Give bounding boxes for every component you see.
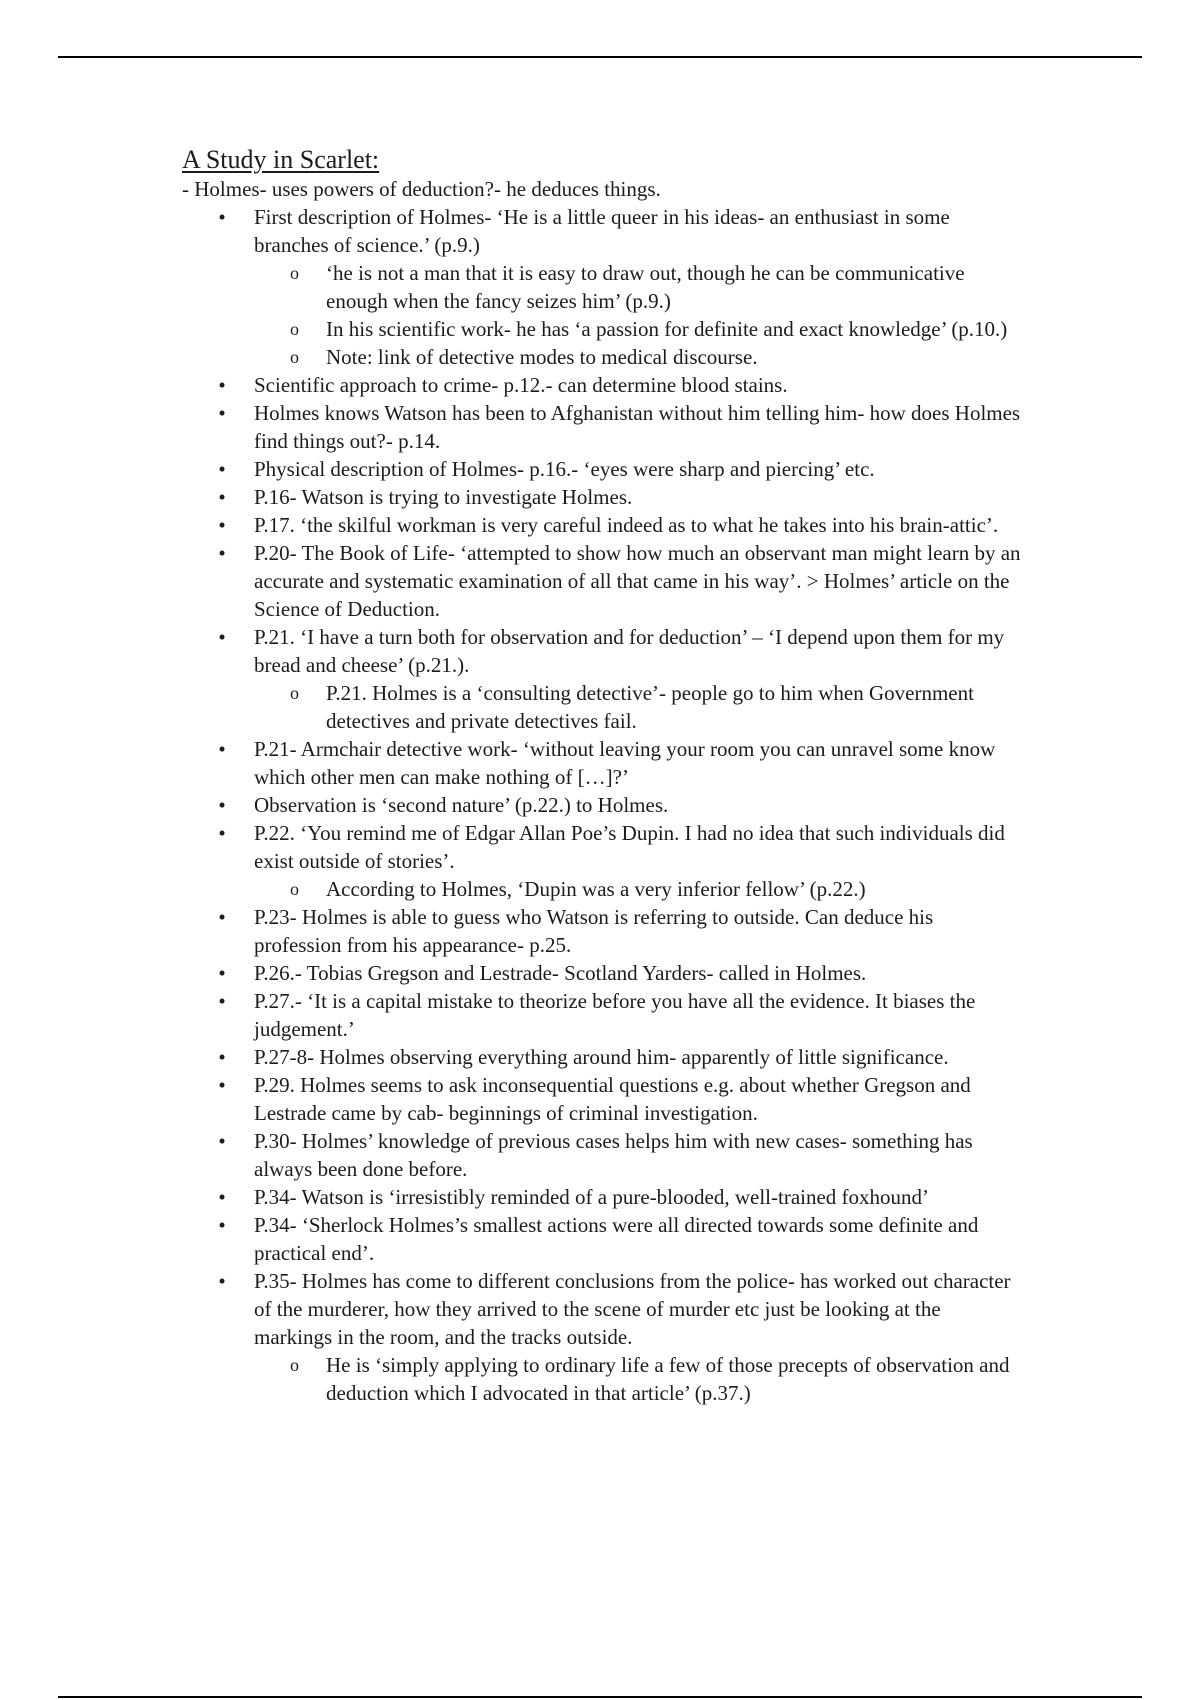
list-item-text: First description of Holmes- ‘He is a little queer in his ideas- an enthusiast in some branches of science.’ (p.9.) xyxy=(254,205,950,257)
document-title: A Study in Scarlet: xyxy=(182,145,380,174)
list-item xyxy=(218,539,1022,623)
bullet-icon: • xyxy=(218,1213,226,1237)
sub-list-item xyxy=(290,259,1022,315)
list-item-text: P.27-8- Holmes observing everything around him- apparently of little significance. xyxy=(254,1045,949,1069)
document-body xyxy=(182,145,1022,1407)
list-item xyxy=(218,959,1022,987)
bullet-icon: • xyxy=(218,1073,226,1097)
bullet-icon: • xyxy=(218,1269,226,1293)
list-item xyxy=(218,1043,1022,1071)
bullet-icon: • xyxy=(218,457,226,481)
sub-list-item xyxy=(290,1351,1022,1407)
list-item-text: Holmes knows Watson has been to Afghanistan without him telling him- how does Holmes find things out?- p.14. xyxy=(254,401,1021,453)
list-item-text: P.34- Watson is ‘irresistibly reminded of a pure-blooded, well-trained foxhound’ xyxy=(254,1185,930,1209)
bullet-icon: • xyxy=(218,821,226,845)
bullet-icon: • xyxy=(218,1185,226,1209)
sub-bullet-icon: o xyxy=(290,347,299,367)
sub-list-item-text: ‘he is not a man that it is easy to draw out, though he can be communicative enough when the fancy seizes him’ (p.9.) xyxy=(326,261,965,313)
sub-list-item xyxy=(290,679,1022,735)
bullet-icon: • xyxy=(218,485,226,509)
list-item-text: P.20- The Book of Life- ‘attempted to show how much an observant man might learn by an accurate and systematic examination of all that came in his way’. > Holmes’ article on the Science of Deduction. xyxy=(254,541,1021,621)
list-item xyxy=(218,987,1022,1043)
bullet-icon: • xyxy=(218,961,226,985)
list-item xyxy=(218,903,1022,959)
sub-list-item-text: In his scientific work- he has ‘a passion for definite and exact knowledge’ (p.10.) xyxy=(326,317,1008,341)
bullet-icon: • xyxy=(218,401,226,425)
sub-list-item-text: According to Holmes, ‘Dupin was a very inferior fellow’ (p.22.) xyxy=(326,877,866,901)
bullet-icon: • xyxy=(218,989,226,1013)
sub-list xyxy=(254,875,1022,903)
sub-list xyxy=(254,1351,1022,1407)
notes-list xyxy=(182,203,1022,1407)
sub-list-item xyxy=(290,315,1022,343)
bullet-icon: • xyxy=(218,1045,226,1069)
sub-bullet-icon: o xyxy=(290,263,299,283)
list-item-text: P.27.- ‘It is a capital mistake to theorize before you have all the evidence. It biases the judgement.’ xyxy=(254,989,976,1041)
bullet-icon: • xyxy=(218,625,226,649)
list-item xyxy=(218,371,1022,399)
list-item-text: Observation is ‘second nature’ (p.22.) to Holmes. xyxy=(254,793,669,817)
bullet-icon: • xyxy=(218,373,226,397)
sub-list-item xyxy=(290,875,1022,903)
list-item xyxy=(218,203,1022,371)
sub-list xyxy=(254,259,1022,371)
sub-bullet-icon: o xyxy=(290,1355,299,1375)
list-item xyxy=(218,791,1022,819)
list-item xyxy=(218,1071,1022,1127)
sub-bullet-icon: o xyxy=(290,319,299,339)
list-item xyxy=(218,1267,1022,1407)
list-item xyxy=(218,455,1022,483)
list-item-text: P.17. ‘the skilful workman is very careful indeed as to what he takes into his brain-attic’. xyxy=(254,513,999,537)
list-item xyxy=(218,483,1022,511)
list-item-text: P.26.- Tobias Gregson and Lestrade- Scotland Yarders- called in Holmes. xyxy=(254,961,867,985)
list-item-text: P.16- Watson is trying to investigate Holmes. xyxy=(254,485,633,509)
list-item xyxy=(218,735,1022,791)
list-item-text: P.29. Holmes seems to ask inconsequential questions e.g. about whether Gregson and Lestrade came by cab- beginnings of criminal investigation. xyxy=(254,1073,971,1125)
header-rule xyxy=(58,56,1142,58)
list-item-text: Physical description of Holmes- p.16.- ‘eyes were sharp and piercing’ etc. xyxy=(254,457,875,481)
sub-list-item xyxy=(290,343,1022,371)
list-item-text: P.21- Armchair detective work- ‘without leaving your room you can unravel some know which other men can make nothing of […]?’ xyxy=(254,737,996,789)
list-item-text: P.23- Holmes is able to guess who Watson is referring to outside. Can deduce his profession from his appearance- p.25. xyxy=(254,905,934,957)
list-item-text: P.22. ‘You remind me of Edgar Allan Poe’s Dupin. I had no idea that such individuals did exist outside of stories’. xyxy=(254,821,1005,873)
bullet-icon: • xyxy=(218,1129,226,1153)
sub-list-item-text: He is ‘simply applying to ordinary life a few of those precepts of observation and deduction which I advocated in that article’ (p.37.) xyxy=(326,1353,1010,1405)
intro-line: - Holmes- uses powers of deduction?- he deduces things. xyxy=(182,177,661,201)
list-item-text: P.21. ‘I have a turn both for observation and for deduction’ – ‘I depend upon them for my bread and cheese’ (p.21.). xyxy=(254,625,1005,677)
bullet-icon: • xyxy=(218,205,226,229)
sub-list xyxy=(254,679,1022,735)
list-item-text: P.30- Holmes’ knowledge of previous cases helps him with new cases- something has always been done before. xyxy=(254,1129,973,1181)
bullet-icon: • xyxy=(218,793,226,817)
list-item xyxy=(218,1183,1022,1211)
sub-bullet-icon: o xyxy=(290,683,299,703)
bullet-icon: • xyxy=(218,905,226,929)
list-item-text: P.34- ‘Sherlock Holmes’s smallest actions were all directed towards some definite and practical end’. xyxy=(254,1213,979,1265)
sub-bullet-icon: o xyxy=(290,879,299,899)
bullet-icon: • xyxy=(218,541,226,565)
list-item xyxy=(218,1127,1022,1183)
sub-list-item-text: P.21. Holmes is a ‘consulting detective’- people go to him when Government detectives and private detectives fail. xyxy=(326,681,974,733)
list-item xyxy=(218,399,1022,455)
sub-list-item-text: Note: link of detective modes to medical discourse. xyxy=(326,345,758,369)
list-item xyxy=(218,819,1022,903)
bullet-icon: • xyxy=(218,737,226,761)
list-item-text: Scientific approach to crime- p.12.- can determine blood stains. xyxy=(254,373,788,397)
list-item xyxy=(218,511,1022,539)
list-item xyxy=(218,623,1022,735)
footer-rule xyxy=(58,1696,1142,1698)
bullet-icon: • xyxy=(218,513,226,537)
list-item xyxy=(218,1211,1022,1267)
list-item-text: P.35- Holmes has come to different conclusions from the police- has worked out character of the murderer, how they arrived to the scene of murder etc just be looking at the markings in the room, and the tracks outside. xyxy=(254,1269,1011,1349)
